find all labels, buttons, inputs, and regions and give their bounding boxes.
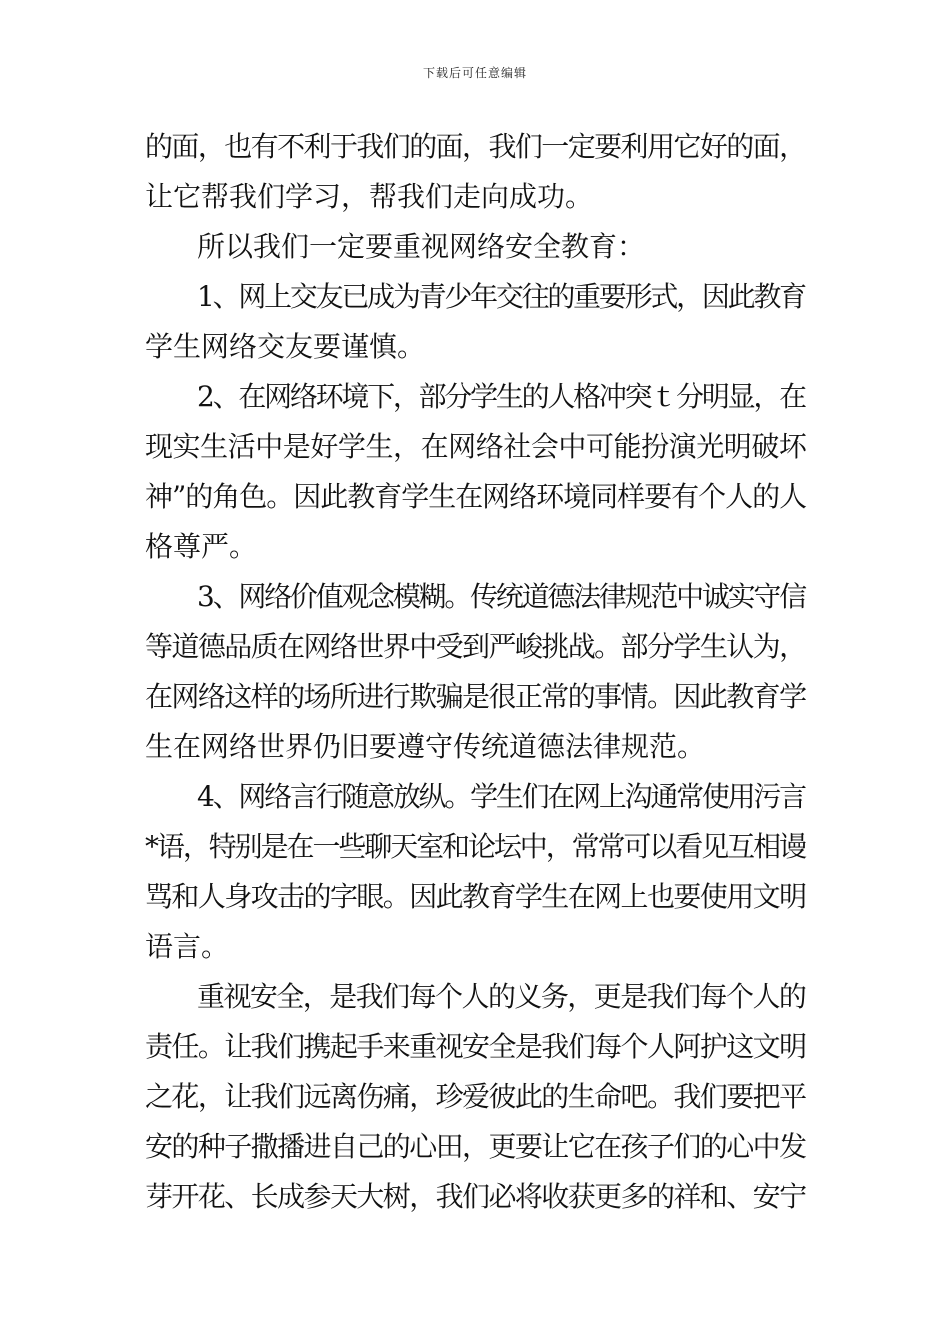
- text-line: 之花，让我们远离伤痛，珍爱彼此的生命吧。我们要把平: [145, 1080, 806, 1113]
- document-body: [145, 122, 807, 1222]
- text-line: 学生网络交友要谨慎。: [145, 330, 426, 363]
- paragraph-item-1: [145, 272, 807, 372]
- paragraph-item-2: [145, 372, 807, 572]
- text-line: 3、网络价值观念模糊。传统道德法律规范中诚实守信: [197, 580, 805, 613]
- text-line: 语言。: [145, 930, 230, 963]
- text-line: 4、网络言行随意放纵。学生们在网上沟通常使用污言: [197, 780, 805, 813]
- paragraph-lead: [145, 222, 807, 272]
- text-line: 格尊严。: [145, 530, 258, 563]
- text-line: 2、在网络环境下，部分学生的人格冲突ｔ分明显，在: [197, 380, 805, 413]
- text-line: 安的种子撒播进自己的心田，更要让它在孩子们的心中发: [145, 1130, 806, 1163]
- text-line: 等道德品质在网络世界中受到严峻挑战。部分学生认为，: [145, 630, 806, 663]
- text-line: 骂和人身攻击的字眼。因此教育学生在网上也要使用文明: [145, 880, 806, 913]
- paragraph-item-3: [145, 572, 807, 772]
- text-line: 1、网上交友已成为青少年交往的重要形式，因此教育: [197, 280, 805, 313]
- text-line: 所以我们一定要重视网络安全教育：: [197, 230, 646, 263]
- text-line: 芽开花、长成参天大树，我们必将收获更多的祥和、安宁: [145, 1180, 806, 1213]
- paragraph-item-4: [145, 772, 807, 972]
- paragraph-intro: [145, 122, 807, 222]
- text-line: 神”的角色。因此教育学生在网络环境同样要有个人的人: [145, 480, 807, 513]
- text-line: 的面，也有不利于我们的面，我们一定要利用它好的面，: [145, 130, 806, 163]
- text-line: 生在网络世界仍旧要遵守传统道德法律规范。: [145, 730, 706, 763]
- text-line: 重视安全，是我们每个人的义务，更是我们每个人的: [197, 980, 806, 1013]
- text-line: 责任。让我们携起手来重视安全是我们每个人阿护这文明: [145, 1030, 806, 1063]
- text-line: *语，特别是在一些聊天室和论坛中，常常可以看见互相谩: [145, 830, 805, 863]
- page-header: 下载后可任意编辑: [422, 66, 527, 80]
- text-line: 让它帮我们学习，帮我们走向成功。: [145, 180, 594, 213]
- text-line: 在网络这样的场所进行欺骗是很正常的事情。因此教育学: [145, 680, 806, 713]
- paragraph-conclusion: [145, 972, 807, 1222]
- text-line: 现实生活中是好学生，在网络社会中可能扮演光明破坏: [145, 430, 807, 463]
